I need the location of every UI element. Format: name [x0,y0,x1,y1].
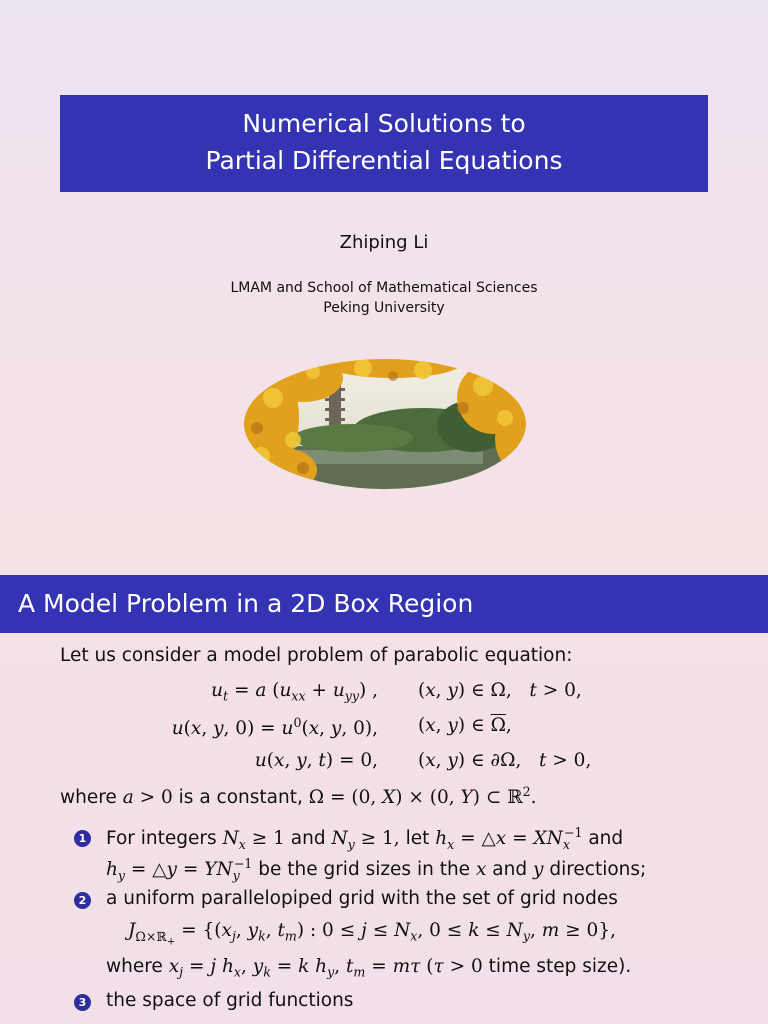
model-problem-slide [0,512,768,1024]
grid-node-where: where $x_j = j$ $h_x$, $y_k = k$ $h_y$, $t_m = m\tau$ (τ > 0 time step size). [106,956,632,980]
bullet-2: 2 [74,892,91,909]
equation-2-lhs: u(x, y, $0) = u^0(x$, y, 0), [171,715,378,740]
for-integers-text: For integers [106,828,217,850]
let-text: let [405,828,430,850]
where-word: where [60,787,117,809]
directions-text: directions; [549,859,647,881]
affiliation [0,278,768,318]
equation-2-domain: (x, y) ∈ $\overline{\Omega}$, [418,715,512,736]
and-text-2: and [588,828,624,850]
time-step-text: time step size). [488,956,632,977]
where-line: where a > 0 is a constant, Ω = (0, X) × (0, Y) ⊂ ℝ$^2$. [60,784,537,809]
grid-node-set: $J_{\Omega\times ℝ_+} = \{(x_j$, $y_k$, $t_m$) : $0 \le j \le N_x$, $0 \le k \le N_y$, m ≥ 0}, [128,920,616,948]
constant-text: is a constant, [178,787,303,809]
affiliation-line-1: LMAM and School of Mathematical Sciences [230,280,538,296]
equation-1-lhs: $u_t = a$ $(u_{xx} + u_{yy})$ , [211,680,378,704]
where-word-2: where [106,956,163,977]
title-line-1: Numerical Solutions to [242,109,526,138]
bullet-3: 3 [74,994,91,1011]
bullet-3-text: the space of grid functions [106,990,354,1011]
bullet-1-line-2: $h_y$ = △y = $YN_y^{-1}$ be the grid sizes in the x and y directions; [106,856,647,883]
frame-title: A Model Problem in a 2D Box Region [0,575,768,633]
campus-photo [243,358,527,490]
equation-3-lhs: u(x, y, t) = 0, [254,750,378,771]
title-line-2: Partial Differential Equations [205,146,563,175]
and-text: and [290,828,326,850]
title-box [60,95,708,192]
grid-sizes-text: be the grid sizes in the [258,859,471,881]
equation-3-domain: (x, y) ∈ ∂Ω, t > 0, [418,750,592,771]
bullet-1: 1 [74,830,91,847]
intro-text: Let us consider a model problem of parabolic equation: [60,645,573,666]
affiliation-line-2: Peking University [323,300,445,316]
equation-1-domain: (x, y) ∈ Ω, t > 0, [418,680,582,701]
bullet-1-line-1: For integers $N_x \ge 1$ and $N_y \ge 1$, let $h_x$ = △x = $XN_x^{-1}$ and [106,825,624,852]
and-text-3: and [492,859,528,881]
author-name: Zhiping Li [339,232,429,253]
bullet-2-text: a uniform parallelopiped grid with the set of grid nodes [106,888,618,909]
